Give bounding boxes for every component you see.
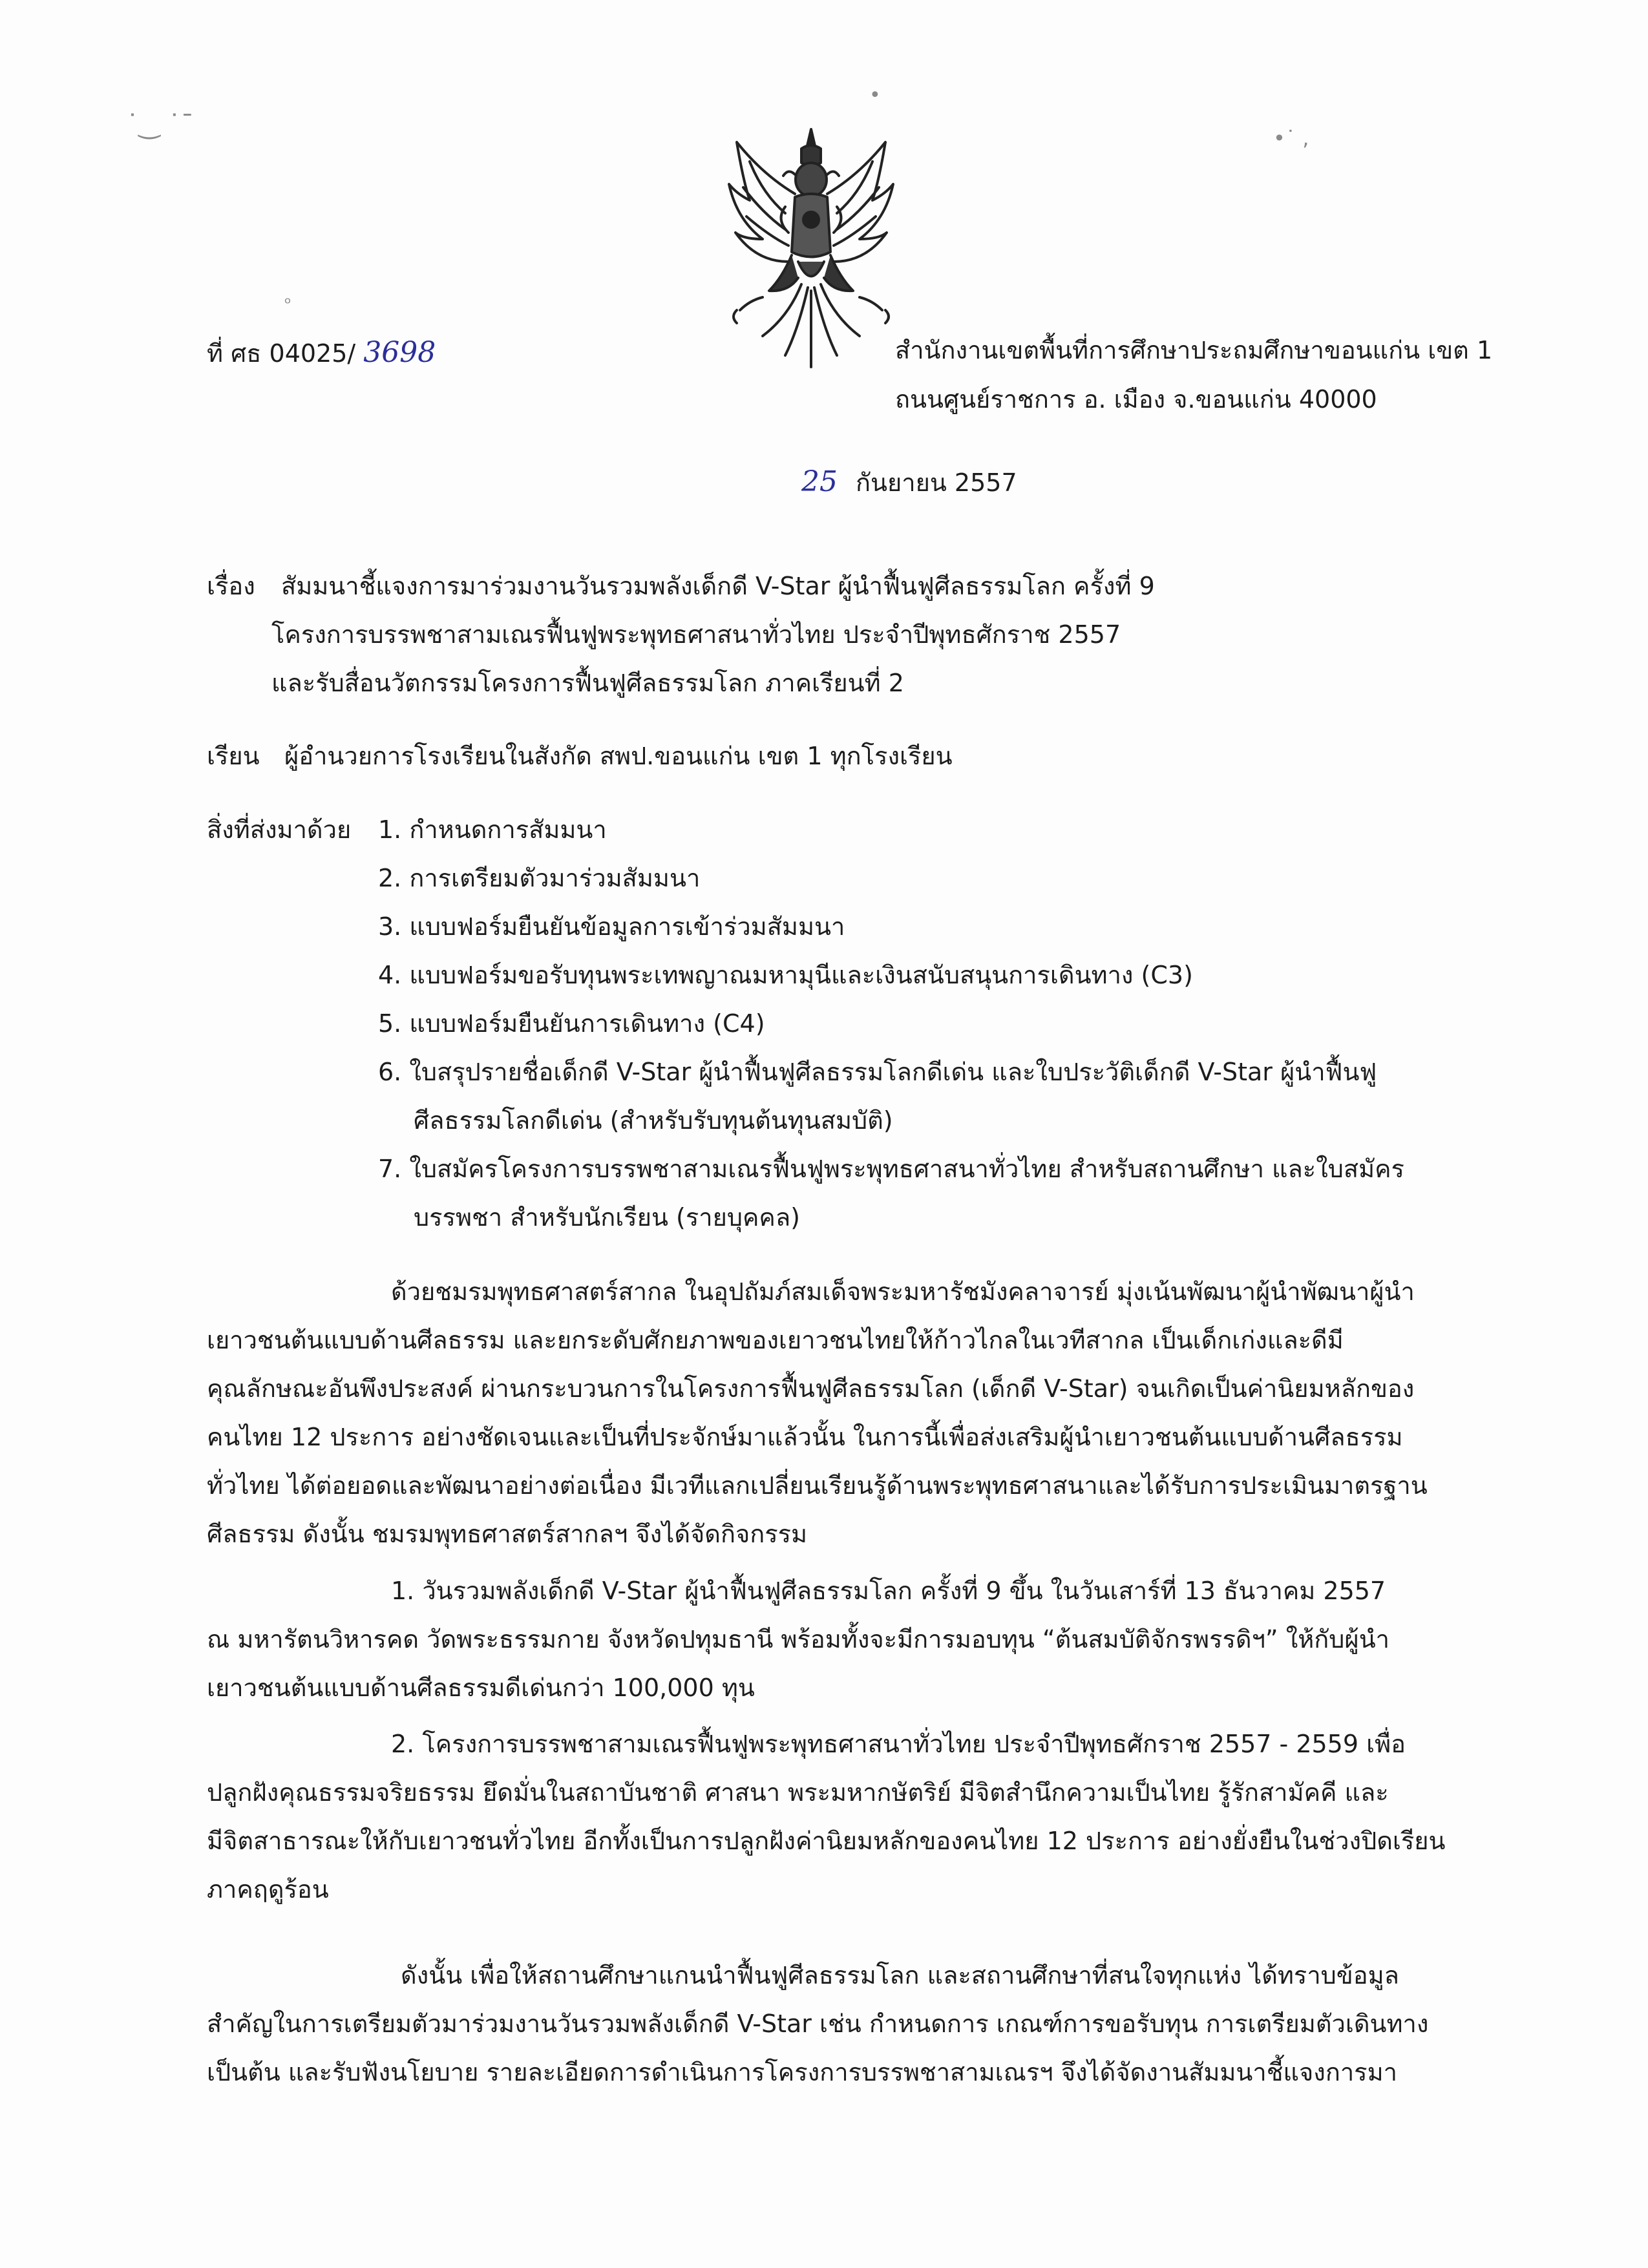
enclosure-item-continued: บรรพชา สำหรับนักเรียน (รายบุคคล)	[414, 1203, 800, 1232]
enclosure-item: 5. แบบฟอร์มยืนยันการเดินทาง (C4)	[378, 1009, 765, 1038]
scan-speck: •˙ ‚	[1273, 126, 1309, 151]
activity-item-line: ณ มหารัตนวิหารคด วัดพระธรรมกาย จังหวัดปทุมธานี พร้อมทั้งจะมีการมอบทุน “ต้นสมบัติจักรพรรดิฯ” ให้กับผู้นำ	[207, 1625, 1390, 1654]
scan-speck: •	[869, 84, 881, 107]
office-name: สำนักงานเขตพื้นที่การศึกษาประถมศึกษาขอนแก่น เขต 1	[895, 336, 1493, 364]
body-paragraph-line: ดังนั้น เพื่อให้สถานศึกษาแกนนำฟื้นฟูศีลธรรมโลก และสถานศึกษาที่สนใจทุกแห่ง ได้ทราบข้อมูล	[401, 1961, 1399, 1990]
body-paragraph-line: ศีลธรรม ดังนั้น ชมรมพุทธศาสตร์สากลฯ จึงได้จัดกิจกรรม	[207, 1520, 808, 1548]
activity-item-line: ปลูกฝังคุณธรรมจริยธรรม ยึดมั่นในสถาบันชาติ ศาสนา พระมหากษัตริย์ มีจิตสำนึกความเป็นไทย รู้รักสามัคคี และ	[207, 1778, 1389, 1807]
body-paragraph-line: คนไทย 12 ประการ อย่างชัดเจนและเป็นที่ประจักษ์มาแล้วนั้น ในการนี้เพื่อส่งเสริมผู้นำเยาวชนต้นแบบด้านศีลธรรม	[207, 1423, 1403, 1451]
recipient-text: ผู้อำนวยการโรงเรียนในสังกัด สพป.ขอนแก่น เขต 1 ทุกโรงเรียน	[284, 742, 953, 770]
garuda-emblem-icon	[724, 123, 898, 372]
enclosures-label: สิ่งที่ส่งมาด้วย	[207, 815, 352, 844]
enclosure-item: 1. กำหนดการสัมมนา	[378, 815, 607, 844]
body-paragraph-line: เยาวชนต้นแบบด้านศีลธรรม และยกระดับศักยภาพของเยาวชนไทยให้ก้าวไกลในเวทีสากล เป็นเด็กเก่งและดีมี	[207, 1326, 1344, 1354]
office-address: ถนนศูนย์ราชการ อ. เมือง จ.ขอนแก่น 40000	[895, 385, 1377, 414]
recipient-label: เรียน	[207, 742, 260, 770]
subject-line: และรับสื่อนวัตกรรมโครงการฟื้นฟูศีลธรรมโลก ภาคเรียนที่ 2	[271, 669, 904, 697]
body-paragraph-line: คุณลักษณะอันพึงประสงค์ ผ่านกระบวนการในโครงการฟื้นฟูศีลธรรมโลก (เด็กดี V-Star) จนเกิดเป็นค่านิยมหลักของ	[207, 1374, 1415, 1403]
letter-date	[801, 465, 1017, 499]
enclosure-item: 6. ใบสรุปรายชื่อเด็กดี V-Star ผู้นำฟื้นฟูศีลธรรมโลกดีเด่น และใบประวัติเด็กดี V-Star ผู้นำฟื้นฟู	[378, 1058, 1377, 1086]
enclosure-item: 2. การเตรียมตัวมาร่วมสัมมนา	[378, 864, 701, 892]
activity-item-line: ภาคฤดูร้อน	[207, 1875, 329, 1904]
subject-label: เรื่อง	[207, 572, 255, 600]
date-day-handwritten: 25	[801, 465, 838, 498]
body-paragraph-line: เป็นต้น และรับฟังนโยบาย รายละเอียดการดำเนินการโครงการบรรพชาสามเณรฯ จึงได้จัดงานสัมมนาชี้แจงการมา	[207, 2058, 1397, 2086]
date-month-year: กันยายน 2557	[856, 468, 1017, 497]
activity-item-line: 1. วันรวมพลังเด็กดี V-Star ผู้นำฟื้นฟูศีลธรรมโลก ครั้งที่ 9 ขึ้น ในวันเสาร์ที่ 13 ธันวาคม 2557	[391, 1577, 1386, 1605]
enclosure-item: 4. แบบฟอร์มขอรับทุนพระเทพญาณมหามุนีและเงินสนับสนุนการเดินทาง (C3)	[378, 961, 1193, 989]
activity-item-line: เยาวชนต้นแบบด้านศีลธรรมดีเด่นกว่า 100,000 ทุน	[207, 1674, 755, 1702]
scan-speck: ˙‿ ˙ˉ	[126, 110, 194, 140]
activity-item-line: 2. โครงการบรรพชาสามเณรฟื้นฟูพระพุทธศาสนาทั่วไทย ประจำปีพุทธศักราช 2557 - 2559 เพื่อ	[391, 1730, 1406, 1758]
body-paragraph-line: สำคัญในการเตรียมตัวมาร่วมงานวันรวมพลังเด็กดี V-Star เช่น กำหนดการ เกณฑ์การขอรับทุน การเตรียมตัวเดินทาง	[207, 2010, 1429, 2038]
scan-speck: ᵒ	[284, 294, 291, 313]
enclosure-item: 3. แบบฟอร์มยืนยันข้อมูลการเข้าร่วมสัมมนา	[378, 912, 845, 941]
body-paragraph-line: ทั่วไทย ได้ต่อยอดและพัฒนาอย่างต่อเนื่อง มีเวทีแลกเปลี่ยนเรียนรู้ด้านพระพุทธศาสนาและได้รับการประเมินมาตรฐาน	[207, 1471, 1428, 1500]
enclosure-item-continued: ศีลธรรมโลกดีเด่น (สำหรับรับทุนต้นทุนสมบัติ)	[414, 1106, 893, 1135]
body-paragraph-line: ด้วยชมรมพุทธศาสตร์สากล ในอุปถัมภ์สมเด็จพระมหารัชมังคลาจารย์ มุ่งเน้นพัฒนาผู้นำพัฒนาผู้นำ	[391, 1277, 1415, 1306]
activity-item-line: มีจิตสาธารณะให้กับเยาวชนทั่วไทย อีกทั้งเป็นการปลูกฝังค่านิยมหลักของคนไทย 12 ประการ อย่างยั่งยืนในช่วงปิดเรียน	[207, 1827, 1446, 1855]
subject-line: สัมมนาชี้แจงการมาร่วมงานวันรวมพลังเด็กดี V-Star ผู้นำฟื้นฟูศีลธรรมโลก ครั้งที่ 9	[281, 572, 1155, 600]
reference-prefix: ที่ ศธ 04025/	[207, 339, 356, 368]
reference-number	[207, 336, 436, 370]
reference-handwritten-number: 3698	[363, 336, 436, 369]
enclosure-item: 7. ใบสมัครโครงการบรรพชาสามเณรฟื้นฟูพระพุทธศาสนาทั่วไทย สำหรับสถานศึกษา และใบสมัคร	[378, 1155, 1404, 1183]
subject-line: โครงการบรรพชาสามเณรฟื้นฟูพระพุทธศาสนาทั่วไทย ประจำปีพุทธศักราช 2557	[271, 620, 1121, 649]
